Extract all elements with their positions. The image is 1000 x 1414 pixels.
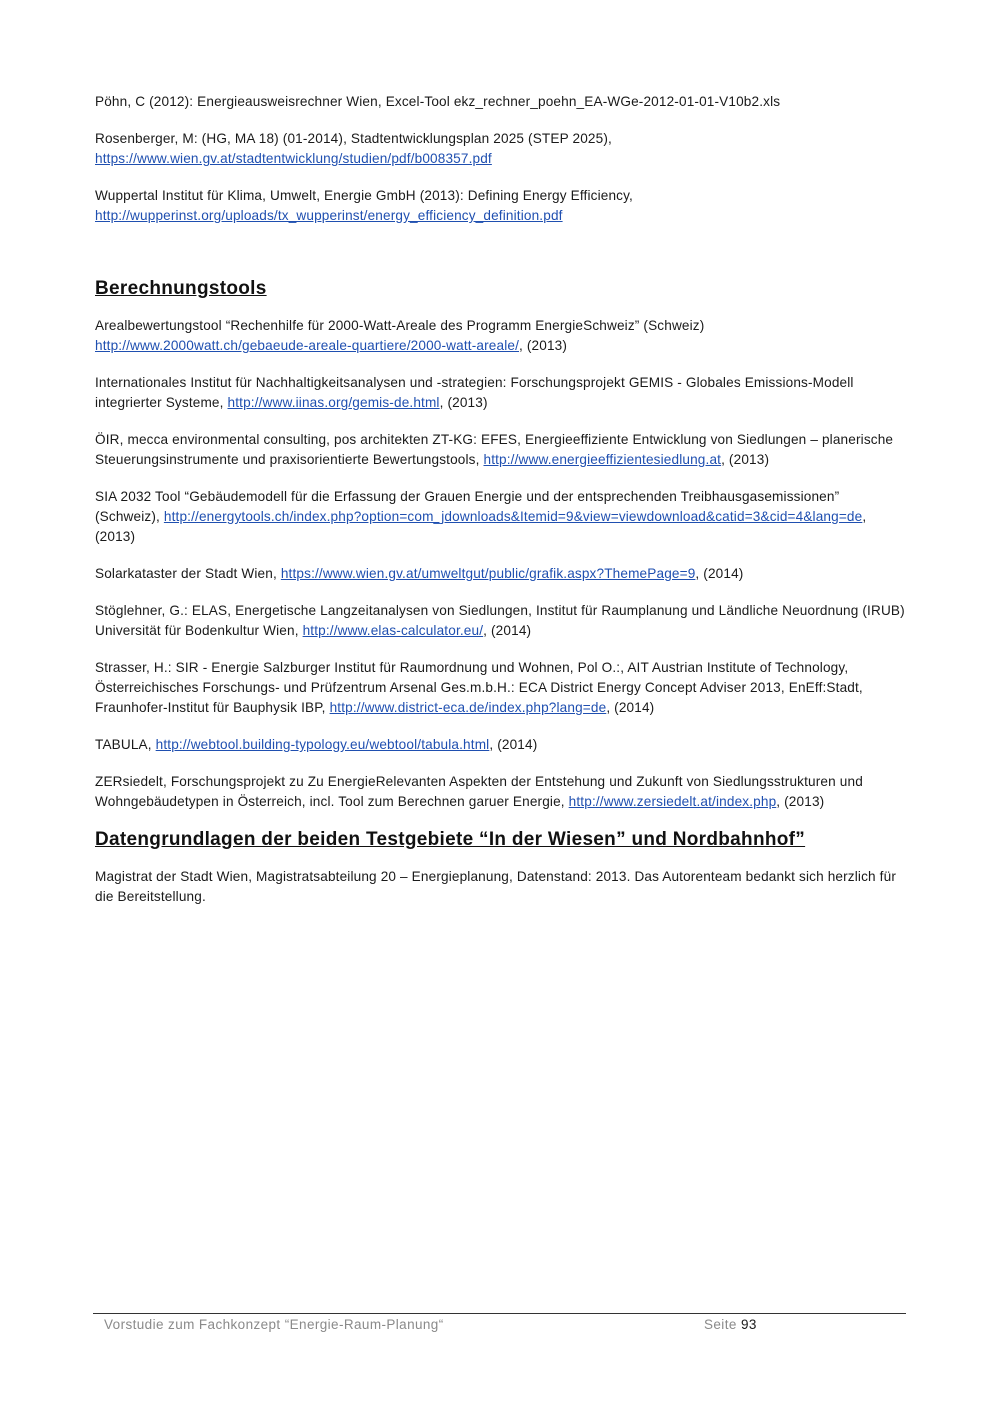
reference-link[interactable]: http://www.iinas.org/gemis-de.html	[227, 395, 440, 410]
section-heading-berechnungstools: Berechnungstools	[95, 278, 267, 299]
reference-entry	[95, 601, 905, 641]
page-footer	[93, 1313, 906, 1332]
reference-text: SIA 2032 Tool “Gebäudemodell für die Erfassung der Grauen Energie und der entsprechenden Treibhausgasemissionen” (Schweiz),	[95, 489, 840, 524]
reference-entry	[95, 129, 905, 169]
reference-link[interactable]: http://www.elas-calculator.eu/	[302, 623, 484, 638]
reference-link[interactable]: http://wupperinst.org/uploads/tx_wupperinst/energy_efficiency_definition.pdf	[95, 208, 563, 223]
section-heading-datengrundlagen: Datengrundlagen der beiden Testgebiete “In der Wiesen” und Nordbahnhof”	[95, 829, 806, 850]
reference-text: Wuppertal Institut für Klima, Umwelt, Energie GmbH (2013): Defining Energy Efficiency,	[95, 188, 633, 203]
document-page	[95, 92, 905, 924]
reference-link[interactable]: http://www.energieeffizientesiedlung.at	[483, 452, 722, 467]
reference-entry	[95, 92, 905, 112]
reference-list-berechnungstools	[95, 316, 905, 812]
reference-entry	[95, 186, 905, 226]
reference-link[interactable]: https://www.wien.gv.at/stadtentwicklung/studien/pdf/b008357.pdf	[95, 151, 492, 166]
reference-entry	[95, 735, 905, 755]
reference-year: , (2013)	[519, 338, 568, 353]
reference-entry	[95, 430, 905, 470]
reference-year: , (2013)	[721, 452, 770, 467]
reference-text: Rosenberger, M: (HG, MA 18) (01-2014), Stadtentwicklungsplan 2025 (STEP 2025),	[95, 131, 612, 146]
reference-year: , (2014)	[489, 737, 538, 752]
reference-text: TABULA,	[95, 737, 152, 752]
footer-page-indicator	[704, 1317, 757, 1332]
reference-text: Internationales Institut für Nachhaltigkeitsanalysen und -strategien: Forschungsprojekt GEMIS - Globales Emissions-Modell integrierter Systeme,	[95, 375, 854, 410]
reference-text: ÖIR, mecca environmental consulting, pos architekten ZT-KG: EFES, Energieeffiziente Entwicklung von Siedlungen – planerische Steuerungsinstrumente und praxisorientierte Bewertungstools,	[95, 432, 894, 467]
reference-link[interactable]: http://energytools.ch/index.php?option=com_jdownloads&Itemid=9&view=viewdownload&catid=3&cid=4&lang=de	[163, 509, 863, 524]
reference-text: Magistrat der Stadt Wien, Magistratsabteilung 20 – Energieplanung, Datenstand: 2013. Das Autorenteam bedankt sich herzlich für die Bereitstellung.	[95, 869, 896, 904]
footer-document-title: Vorstudie zum Fachkonzept “Energie-Raum-Planung“	[104, 1317, 444, 1332]
reference-list-top	[95, 92, 905, 226]
reference-entry	[95, 316, 905, 356]
reference-entry	[95, 373, 905, 413]
reference-year: , (2014)	[483, 623, 532, 638]
reference-year: , (2013)	[95, 509, 867, 544]
reference-link[interactable]: http://www.2000watt.ch/gebaeude-areale-quartiere/2000-watt-areale/	[95, 338, 520, 353]
reference-link[interactable]: https://www.wien.gv.at/umweltgut/public/grafik.aspx?ThemePage=9	[280, 566, 696, 581]
reference-text: Arealbewertungstool “Rechenhilfe für 2000-Watt-Areale des Programm EnergieSchweiz” (Schweiz)	[95, 318, 705, 333]
reference-link[interactable]: http://webtool.building-typology.eu/webtool/tabula.html	[155, 737, 490, 752]
reference-year: , (2013)	[439, 395, 488, 410]
reference-entry	[95, 772, 905, 812]
reference-entry	[95, 658, 905, 718]
footer-page-number: 93	[740, 1317, 757, 1332]
reference-link[interactable]: http://www.district-eca.de/index.php?lang=de	[329, 700, 607, 715]
reference-text: Strasser, H.: SIR - Energie Salzburger Institut für Raumordnung und Wohnen, Pol O.:, AIT Austrian Institute of Technology, Österreichisches Forschungs- und Prüfzentrum Arsenal Ges.m.b.H.: ECA District Energy Concept Adviser 2013, EnEff:Stadt, Fraunhofer-Institut für Bauphysik IBP,	[95, 660, 863, 715]
reference-entry	[95, 487, 905, 547]
reference-link[interactable]: http://www.zersiedelt.at/index.php	[568, 794, 777, 809]
reference-entry	[95, 564, 905, 584]
footer-page-label: Seite	[704, 1317, 737, 1332]
reference-list-datengrundlagen	[95, 867, 905, 907]
reference-text: ZERsiedelt, Forschungsprojekt zu Zu EnergieRelevanten Aspekten der Entstehung und Zukunft von Siedlungsstrukturen und Wohngebäudetypen in Österreich, incl. Tool zum Berechnen garuer Energie,	[95, 774, 863, 809]
reference-year: , (2014)	[695, 566, 744, 581]
reference-text: Pöhn, C (2012): Energieausweisrechner Wien, Excel-Tool ekz_rechner_poehn_EA-WGe-2012-01-01-V10b2.xls	[95, 94, 781, 109]
reference-text: Stöglehner, G.: ELAS, Energetische Langzeitanalysen von Siedlungen, Institut für Raumplanung und Ländliche Neuordnung (IRUB) Universität für Bodenkultur Wien,	[95, 603, 905, 638]
reference-year: , (2014)	[606, 700, 655, 715]
reference-entry	[95, 867, 905, 907]
reference-text: Solarkataster der Stadt Wien,	[95, 566, 277, 581]
reference-year: , (2013)	[776, 794, 825, 809]
